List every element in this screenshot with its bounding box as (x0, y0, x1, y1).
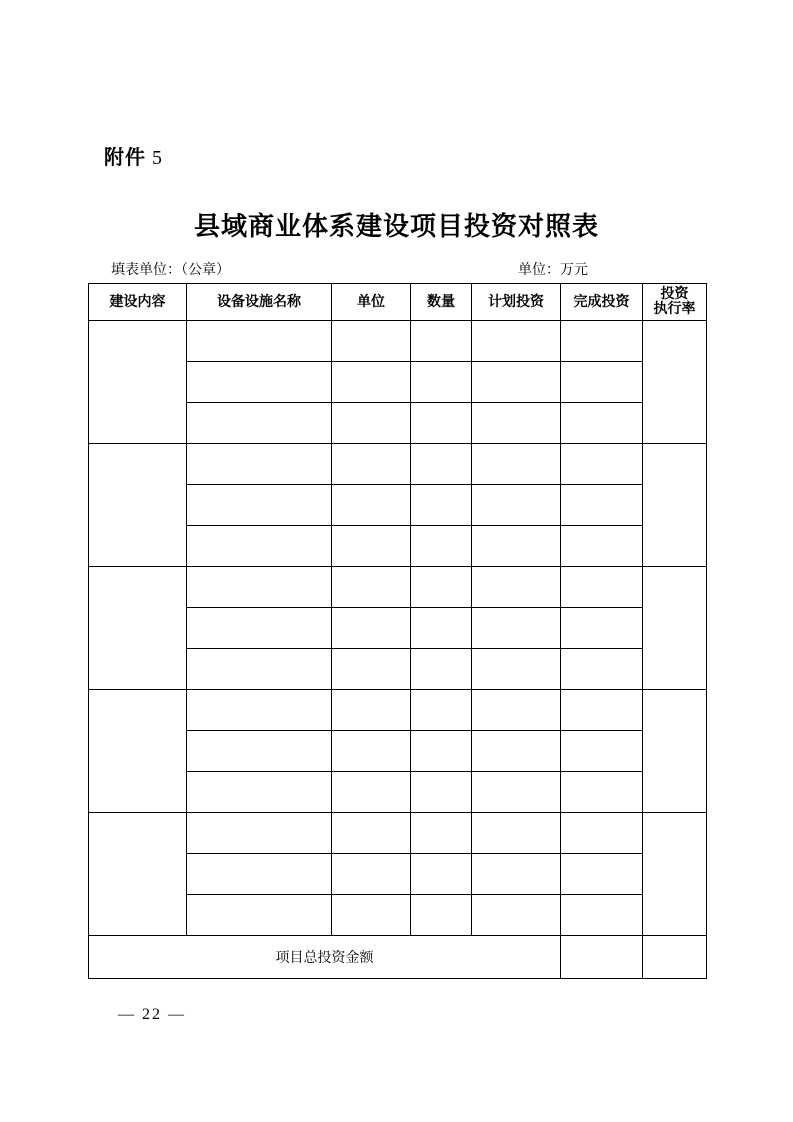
header-rate-line1: 投资 (660, 286, 689, 302)
rate-cell (643, 444, 707, 567)
quantity-cell (411, 403, 472, 444)
planned-cell (472, 854, 561, 895)
completed-cell (561, 649, 643, 690)
quantity-cell (411, 608, 472, 649)
planned-cell (472, 403, 561, 444)
total-rate-cell (643, 936, 707, 979)
quantity-cell (411, 362, 472, 403)
table-row (89, 321, 707, 362)
unit-cell (332, 813, 411, 854)
header-completed: 完成投资 (561, 284, 643, 321)
unit-cell (332, 854, 411, 895)
header-unit: 单位 (332, 284, 411, 321)
completed-cell (561, 526, 643, 567)
facility-cell (187, 567, 332, 608)
content-cell (89, 567, 187, 690)
total-row (89, 936, 707, 979)
completed-cell (561, 813, 643, 854)
quantity-cell (411, 567, 472, 608)
completed-cell (561, 772, 643, 813)
unit-cell (332, 526, 411, 567)
facility-cell (187, 362, 332, 403)
planned-cell (472, 444, 561, 485)
facility-cell (187, 321, 332, 362)
unit-cell (332, 772, 411, 813)
table-row (89, 567, 707, 608)
total-label: 项目总投资金额 (89, 936, 561, 979)
fill-unit-label: 填表单位：（公章） (111, 262, 230, 278)
facility-cell (187, 813, 332, 854)
rate-cell (643, 567, 707, 690)
unit-cell (332, 895, 411, 936)
facility-cell (187, 731, 332, 772)
facility-cell (187, 690, 332, 731)
header-row (89, 284, 707, 321)
planned-cell (472, 690, 561, 731)
facility-cell (187, 403, 332, 444)
rate-cell (643, 321, 707, 444)
quantity-cell (411, 485, 472, 526)
completed-cell (561, 403, 643, 444)
quantity-cell (411, 731, 472, 772)
completed-cell (561, 731, 643, 772)
investment-table (88, 283, 707, 979)
unit-cell (332, 403, 411, 444)
planned-cell (472, 813, 561, 854)
planned-cell (472, 362, 561, 403)
quantity-cell (411, 772, 472, 813)
planned-cell (472, 567, 561, 608)
completed-cell (561, 854, 643, 895)
header-rate (643, 284, 707, 321)
unit-cell (332, 362, 411, 403)
facility-cell (187, 649, 332, 690)
rate-cell (643, 813, 707, 936)
quantity-cell (411, 813, 472, 854)
quantity-cell (411, 321, 472, 362)
quantity-cell (411, 690, 472, 731)
attachment-label (104, 141, 163, 170)
unit-cell (332, 690, 411, 731)
page-title: 县域商业体系建设项目投资对照表 (193, 212, 599, 242)
content-cell (89, 321, 187, 444)
planned-cell (472, 895, 561, 936)
attachment-label-text: 附件 (104, 145, 146, 169)
planned-cell (472, 485, 561, 526)
completed-cell (561, 321, 643, 362)
quantity-cell (411, 649, 472, 690)
facility-cell (187, 854, 332, 895)
planned-cell (472, 731, 561, 772)
content-cell (89, 690, 187, 813)
attachment-number: 5 (152, 147, 163, 169)
page-number: — 22 — (118, 1006, 186, 1023)
facility-cell (187, 526, 332, 567)
facility-cell (187, 608, 332, 649)
completed-cell (561, 895, 643, 936)
content-cell (89, 444, 187, 567)
header-rate-line2: 执行率 (653, 301, 696, 317)
header-planned: 计划投资 (472, 284, 561, 321)
facility-cell (187, 485, 332, 526)
unit-cell (332, 731, 411, 772)
rate-cell (643, 690, 707, 813)
quantity-cell (411, 895, 472, 936)
completed-cell (561, 567, 643, 608)
completed-cell (561, 444, 643, 485)
completed-cell (561, 690, 643, 731)
header-content: 建设内容 (89, 284, 187, 321)
completed-cell (561, 362, 643, 403)
facility-cell (187, 772, 332, 813)
total-completed-cell (561, 936, 643, 979)
unit-cell (332, 608, 411, 649)
quantity-cell (411, 526, 472, 567)
planned-cell (472, 321, 561, 362)
money-unit-label: 单位：万元 (518, 262, 588, 278)
table-row (89, 444, 707, 485)
unit-cell (332, 444, 411, 485)
facility-cell (187, 444, 332, 485)
unit-cell (332, 321, 411, 362)
table-row (89, 813, 707, 854)
planned-cell (472, 649, 561, 690)
unit-cell (332, 485, 411, 526)
header-facility: 设备设施名称 (187, 284, 332, 321)
planned-cell (472, 772, 561, 813)
unit-cell (332, 649, 411, 690)
quantity-cell (411, 854, 472, 895)
planned-cell (472, 608, 561, 649)
table-row (89, 690, 707, 731)
planned-cell (472, 526, 561, 567)
completed-cell (561, 485, 643, 526)
quantity-cell (411, 444, 472, 485)
content-cell (89, 813, 187, 936)
facility-cell (187, 895, 332, 936)
completed-cell (561, 608, 643, 649)
header-quantity: 数量 (411, 284, 472, 321)
unit-cell (332, 567, 411, 608)
